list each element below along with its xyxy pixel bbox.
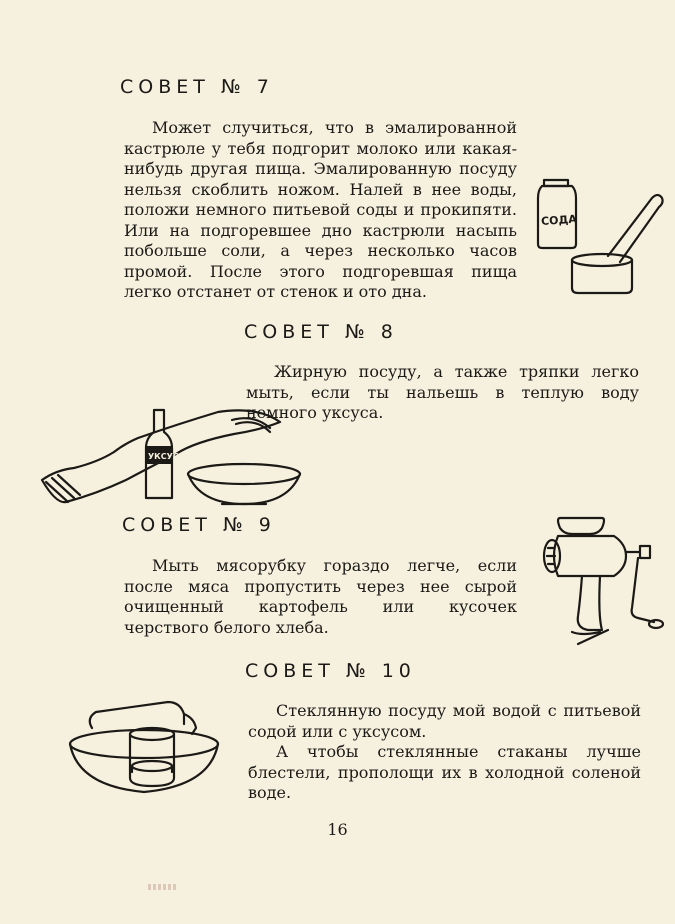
tip-7-paragraph: Может случиться, что в эмалированной кастрюле у тебя подгорит молоко или какая-нибудь другая пища. Эмалированную посуду нельзя скоблить ножом. Налей в нее воды, положи немного питьевой соды и прокипяти. Или на подгоревшее дно кастрюли насыпь побольше соли, а через несколько часов промой. После этого подгоревшая пища легко отстанет от стенок и ото дна. (124, 118, 517, 301)
rag-vinegar-plate-illustration (36, 402, 306, 510)
page-number: 16 (327, 820, 348, 839)
tip-8-heading: СОВЕТ № 8 (244, 321, 398, 343)
glassware-basin-illustration (62, 700, 222, 800)
tip-9-paragraph: Мыть мясорубку гораздо легче, если после мяса пропустить через нее сырой очищенный картофель или кусочек черствого белого хлеба. (124, 556, 517, 637)
soda-label: СОДА (540, 212, 578, 229)
vinegar-label: УКСУС (148, 452, 179, 461)
tip-10-paragraph-1: Стеклянную посуду мой водой с питьевой содой или с уксусом. (248, 701, 641, 741)
tip-7-heading: СОВЕТ № 7 (120, 76, 274, 98)
print-smudge (148, 884, 178, 890)
tip-10-heading: СОВЕТ № 10 (245, 660, 416, 682)
tip-10-text (248, 701, 641, 804)
tip-9-text (124, 556, 517, 638)
tip-9-heading: СОВЕТ № 9 (122, 514, 276, 536)
tip-8-paragraph: Жирную посуду, а также тряпки легко мыть, если ты нальешь в теплую воду немного уксуса. (246, 362, 639, 422)
meat-grinder-illustration (538, 512, 666, 648)
soda-and-saucepan-illustration (528, 172, 668, 300)
tip-7-text (124, 118, 517, 303)
tip-10-paragraph-2: А чтобы стеклянные стаканы лучше блестели, прополощи их в холодной соленой воде. (248, 742, 641, 802)
